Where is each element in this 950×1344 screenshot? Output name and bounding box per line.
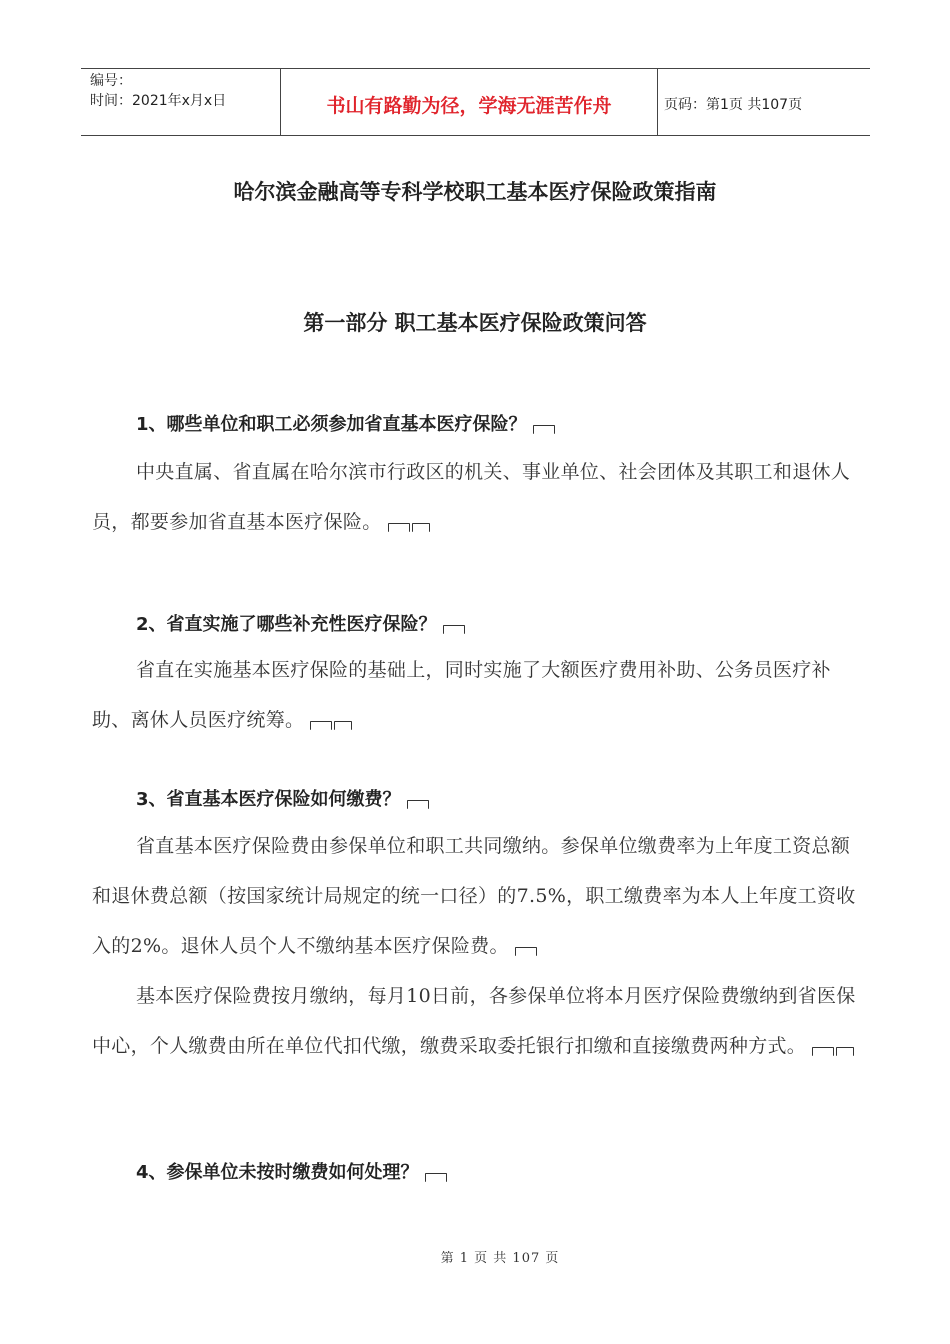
part-title: 第一部分 职工基本医疗保险政策问答 (303, 311, 647, 335)
time-label: 时间：2021年x月x日 (90, 93, 227, 109)
paragraph-mark-icon (334, 721, 352, 730)
paragraph-mark-icon (425, 1173, 447, 1182)
paragraph-mark-icon (412, 523, 430, 532)
paragraph-mark-icon (310, 721, 332, 730)
question-3: 3、省直基本医疗保险如何缴费？ (136, 785, 429, 811)
header-motto: 书山有路勤为径，学海无涯苦作舟 (281, 69, 658, 135)
document-title: 哈尔滨金融高等专科学校职工基本医疗保险政策指南 (233, 180, 717, 204)
question-1: 1、哪些单位和职工必须参加省直基本医疗保险？ (136, 410, 555, 436)
paragraph-mark-icon (533, 425, 555, 434)
header-page-info: 页码：第1页 共107页 (664, 97, 803, 113)
page-footer: 第 1 页 共 107 页 (440, 1251, 560, 1266)
header-meta (81, 69, 281, 135)
paragraph-mark-icon (443, 625, 465, 634)
paragraph-mark-icon (407, 800, 429, 809)
question-2: 2、省直实施了哪些补充性医疗保险？ (136, 610, 465, 636)
number-label: 编号： (90, 73, 132, 89)
paragraph-mark-icon (812, 1047, 834, 1056)
header-table (81, 68, 870, 136)
paragraph-mark-icon (836, 1047, 854, 1056)
answer-paragraph: 省直基本医疗保险费由参保单位和职工共同缴纳。参保单位缴费率为上年度工资总额和退休费总额（按国家统计局规定的统一口径）的7.5%，职工缴费率为本人上年度工资收入的2%。退休人员个人不缴纳基本医疗保险费。 (92, 835, 856, 957)
paragraph-mark-icon (388, 523, 410, 532)
answer-paragraph: 基本医疗保险费按月缴纳，每月10日前，各参保单位将本月医疗保险费缴纳到省医保中心，个人缴费由所在单位代扣代缴，缴费采取委托银行扣缴和直接缴费两种方式。 (92, 985, 856, 1057)
question-4: 4、参保单位未按时缴费如何处理？ (136, 1158, 447, 1184)
answer-paragraph: 省直在实施基本医疗保险的基础上，同时实施了大额医疗费用补助、公务员医疗补助、离休人员医疗统筹。 (92, 659, 831, 731)
paragraph-mark-icon (515, 947, 537, 956)
answer-paragraph: 中央直属、省直属在哈尔滨市行政区的机关、事业单位、社会团体及其职工和退休人员，都要参加省直基本医疗保险。 (92, 461, 851, 533)
